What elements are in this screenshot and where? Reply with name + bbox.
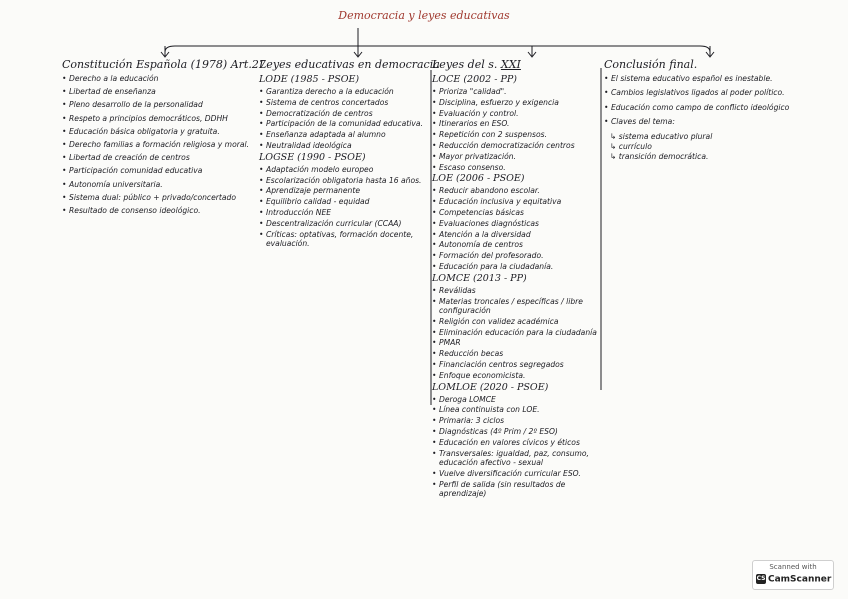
constitution-heading: Constitución Española (1978) Art.27 [62, 58, 266, 71]
list-item: • Democratización de centros [259, 109, 429, 118]
camscanner-name: CamScanner [768, 574, 832, 585]
list-item: • Itinerarios en ESO. [432, 119, 600, 128]
list-item: • Derecho a la educación [62, 74, 258, 83]
list-item: • Críticas: optativas, formación docente, evaluación. [259, 230, 429, 249]
constitution-list [62, 74, 258, 215]
conclusion-heading: Conclusión final. [604, 58, 698, 71]
list-item: • Libertad de enseñanza [62, 87, 258, 96]
list-item: • Escaso consenso. [432, 163, 600, 172]
list-item: • Religión con validez académica [432, 317, 600, 326]
list-item: • Enfoque economicista. [432, 371, 600, 380]
list-item: • Introducción NEE [259, 208, 429, 217]
themes-label: • Claves del tema: [604, 117, 794, 126]
list-item: • Atención a la diversidad [432, 230, 600, 239]
list-item: • Derecho familias a formación religiosa y moral. [62, 140, 258, 149]
list-item: • Eliminación educación para la ciudadanía [432, 328, 600, 337]
theme-label: sistema educativo plural [618, 131, 713, 141]
list-item: • Prioriza "calidad". [432, 87, 600, 96]
lode-list [259, 87, 429, 150]
loe-title: LOE (2006 - PSOE) [432, 173, 525, 185]
lode-title: LODE (1985 - PSOE) [259, 74, 360, 85]
list-item: • Competencias básicas [432, 208, 600, 217]
list-item: • Participación comunidad educativa [62, 166, 258, 175]
list-item: • Educación inclusiva y equitativa [432, 197, 600, 206]
constitution-column [62, 58, 266, 219]
lomloe-title: LOMLOE (2020 - PSOE) [432, 381, 549, 393]
lomloe-list [432, 395, 600, 499]
list-item: • Resultado de consenso ideológico. [62, 206, 258, 215]
century-laws-column [432, 58, 600, 500]
list-item: • Formación del profesorado. [432, 251, 600, 260]
list-item: • Sistema de centros concertados [259, 98, 429, 107]
arrow-bar [165, 46, 710, 52]
list-item: • Participación de la comunidad educativa. [259, 119, 429, 128]
list-item: • Descentralización curricular (CCAA) [259, 219, 429, 228]
logse-list [259, 165, 429, 249]
list-item: • Reválidas [432, 286, 600, 295]
theme-item: ↳ transición democrática. [610, 151, 709, 161]
list-item: • Sistema dual: público + privado/concertado [62, 193, 258, 202]
list-item: • Reducción becas [432, 349, 600, 358]
list-item: • El sistema educativo español es inestable. [604, 74, 794, 83]
list-item: • Reducir abandono escolar. [432, 186, 600, 195]
camscanner-logo-icon: CS [756, 575, 766, 582]
list-item: • Línea continuista con LOE. [432, 405, 600, 414]
list-item: • Neutralidad ideológica [259, 141, 429, 150]
conclusion-column [604, 58, 794, 162]
list-item: • Primaria: 3 ciclos [432, 416, 600, 425]
list-item: • Educación en valores cívicos y éticos [432, 438, 600, 447]
list-item: • Materias troncales / específicas / libre configuración [432, 297, 600, 316]
list-item: • Cambios legislativos ligados al poder político. [604, 88, 794, 97]
conclusion-list [604, 74, 794, 127]
lomce-title: LOMCE (2013 - PP) [432, 272, 527, 284]
loe-list [432, 186, 600, 271]
list-item: • Escolarización obligatoria hasta 16 años. [259, 176, 429, 185]
theme-label: currículo [618, 141, 652, 151]
list-item: • Educación básica obligatoria y gratuita. [62, 127, 258, 136]
scanned-with-label: Scanned with [769, 563, 817, 571]
list-item: • Educación como campo de conflicto ideológico [604, 103, 794, 112]
theme-label: transición democrática. [618, 151, 709, 161]
page-title: Democracia y leyes educativas [338, 9, 510, 22]
list-item: • Financiación centros segregados [432, 360, 600, 369]
list-item: • Diagnósticas (4º Prim / 2º ESO) [432, 427, 600, 436]
list-item: • Evaluación y control. [432, 109, 600, 118]
list-item: • PMAR [432, 338, 600, 347]
list-item: • Evaluaciones diagnósticas [432, 219, 600, 228]
theme-item: ↳ currículo [610, 141, 652, 151]
logse-title: LOGSE (1990 - PSOE) [259, 151, 366, 163]
theme-item: ↳ sistema educativo plural [610, 131, 713, 141]
list-item: • Autonomía de centros [432, 240, 600, 249]
list-item: • Vuelve diversificación curricular ESO. [432, 469, 600, 478]
camscanner-badge [752, 560, 834, 590]
list-item: • Mayor privatización. [432, 152, 600, 161]
list-item: • Respeto a principios democráticos, DDHH [62, 114, 258, 123]
lomce-list [432, 286, 600, 380]
themes-list [610, 132, 794, 162]
list-item: • Autonomía universitaria. [62, 180, 258, 189]
democracy-laws-heading: Leyes educativas en democracia [259, 58, 440, 71]
list-item: • Reducción democratización centros [432, 141, 600, 150]
loce-list [432, 87, 600, 172]
list-item: • Equilibrio calidad - equidad [259, 197, 429, 206]
list-item: • Disciplina, esfuerzo y exigencia [432, 98, 600, 107]
loce-title: LOCE (2002 - PP) [432, 74, 517, 85]
list-item: • Adaptación modelo europeo [259, 165, 429, 174]
list-item: • Garantiza derecho a la educación [259, 87, 429, 96]
list-item: • Perfil de salida (sin resultados de aprendizaje) [432, 480, 600, 499]
century-heading-prefix: Leyes del s. [432, 58, 501, 71]
list-item: • Repetición con 2 suspensos. [432, 130, 600, 139]
list-item: • Libertad de creación de centros [62, 153, 258, 162]
democracy-laws-column [259, 58, 440, 250]
list-item: • Deroga LOMCE [432, 395, 600, 404]
century-laws-heading [432, 58, 600, 71]
list-item: • Pleno desarrollo de la personalidad [62, 100, 258, 109]
list-item: • Transversales: igualdad, paz, consumo, educación afectivo - sexual [432, 449, 600, 468]
century-heading-numeral: XXI [500, 58, 521, 71]
camscanner-brand [756, 574, 831, 585]
list-item: • Educación para la ciudadanía. [432, 262, 600, 271]
list-item: • Enseñanza adaptada al alumno [259, 130, 429, 139]
list-item: • Aprendizaje permanente [259, 186, 429, 195]
